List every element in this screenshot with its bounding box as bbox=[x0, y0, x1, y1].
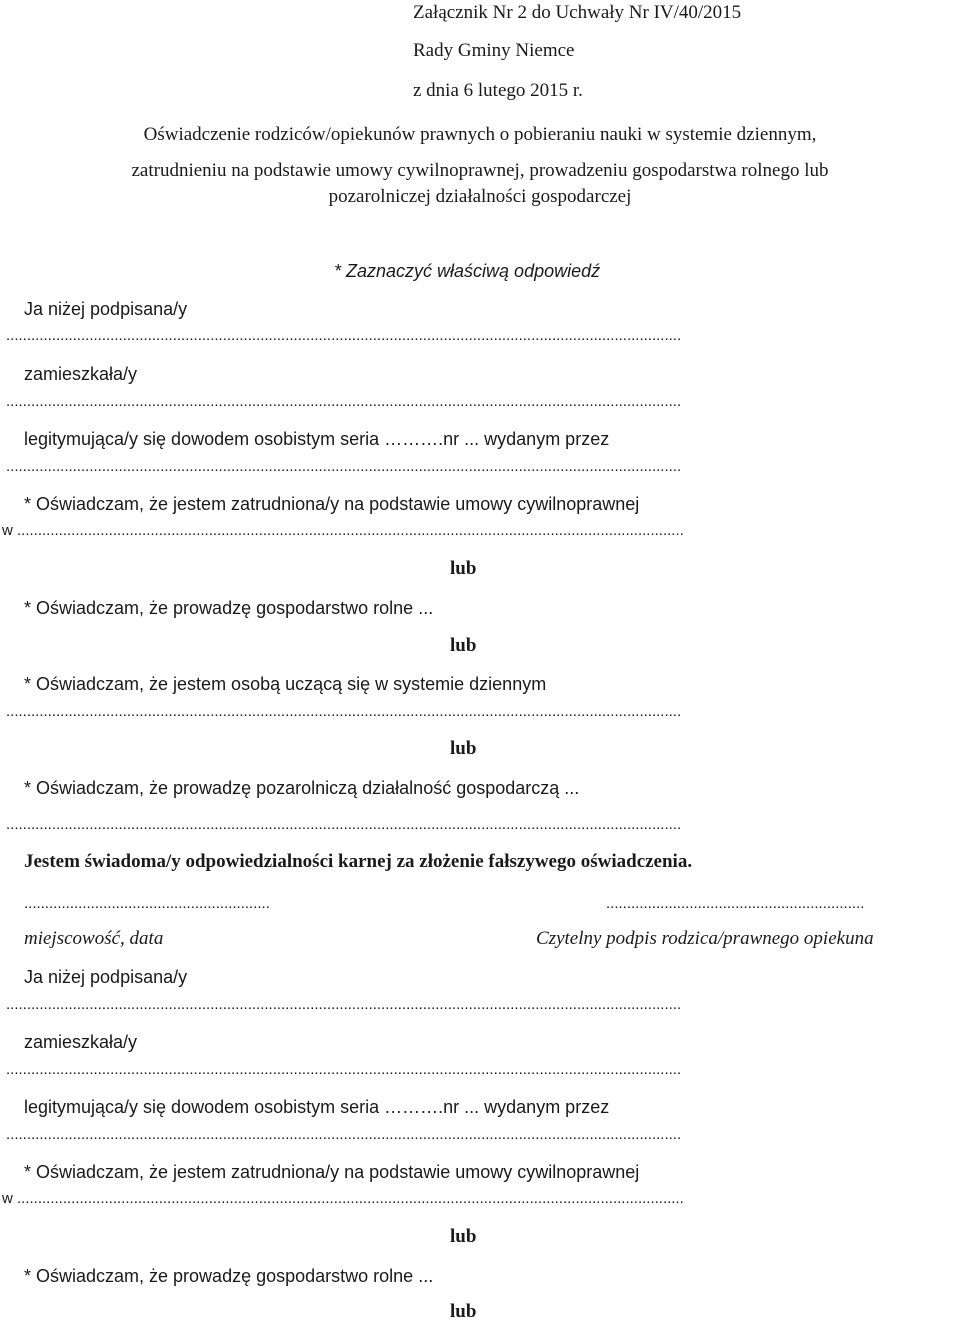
council-name: Rady Gminy Niemce bbox=[413, 40, 575, 61]
attachment-number: Załącznik Nr 2 do Uchwały Nr IV/40/2015 bbox=[413, 2, 742, 23]
signed-label: Ja niżej podpisana/y bbox=[24, 299, 188, 319]
option-farm: * Oświadczam, że prowadzę gospodarstwo rolne ... bbox=[24, 598, 434, 618]
resolution-date: z dnia 6 lutego 2015 r. bbox=[413, 80, 583, 101]
or-separator: lub bbox=[450, 635, 477, 656]
residence-label: zamieszkała/y bbox=[24, 1032, 138, 1052]
liability-statement: Jestem świadoma/y odpowiedzialności karnej za złożenie fałszywego oświadczenia. bbox=[24, 851, 693, 872]
document-title-line-3: pozarolniczej działalności gospodarczej bbox=[328, 186, 632, 207]
option-civil-contract: * Oświadczam, że jestem zatrudniona/y na podstawie umowy cywilnoprawnej bbox=[24, 494, 640, 514]
signed-label: Ja niżej podpisana/y bbox=[24, 967, 188, 987]
business-field-dots[interactable]: .................................................................................................................................................................. bbox=[6, 816, 682, 833]
employer-field-dots[interactable]: w ................................................................................................................................................................ bbox=[2, 522, 684, 539]
option-student: * Oświadczam, że jestem osobą uczącą się w systemie dziennym bbox=[24, 674, 547, 694]
or-separator: lub bbox=[450, 558, 477, 579]
option-civil-contract: * Oświadczam, że jestem zatrudniona/y na podstawie umowy cywilnoprawnej bbox=[24, 1162, 640, 1182]
issuer-field-dots[interactable]: .................................................................................................................................................................. bbox=[6, 1126, 682, 1143]
place-date-field-dots[interactable]: ........................................................... bbox=[24, 895, 270, 912]
document-title-line-1: Oświadczenie rodziców/opiekunów prawnych o pobieraniu nauki w systemie dziennym, bbox=[143, 124, 817, 145]
school-field-dots[interactable]: .................................................................................................................................................................. bbox=[6, 703, 682, 720]
signature-field-dots[interactable]: .............................................................. bbox=[606, 895, 865, 912]
option-business: * Oświadczam, że prowadzę pozarolniczą działalność gospodarczą ... bbox=[24, 778, 580, 798]
id-document-line: legitymująca/y się dowodem osobistym seria ……….nr ... wydanym przez bbox=[24, 429, 610, 449]
or-separator: lub bbox=[450, 1301, 477, 1322]
or-separator: lub bbox=[450, 1226, 477, 1247]
residence-label: zamieszkała/y bbox=[24, 364, 138, 384]
employer-field-dots[interactable]: w ................................................................................................................................................................ bbox=[2, 1190, 684, 1207]
name-field-dots[interactable]: .................................................................................................................................................................. bbox=[6, 996, 682, 1013]
issuer-field-dots[interactable]: .................................................................................................................................................................. bbox=[6, 458, 682, 475]
residence-field-dots[interactable]: .................................................................................................................................................................. bbox=[6, 1061, 682, 1078]
residence-field-dots[interactable]: .................................................................................................................................................................. bbox=[6, 393, 682, 410]
instruction-note: * Zaznaczyć właściwą odpowiedź bbox=[334, 261, 601, 281]
signature-label: Czytelny podpis rodzica/prawnego opiekuna bbox=[536, 928, 874, 949]
name-field-dots[interactable]: .................................................................................................................................................................. bbox=[6, 327, 682, 344]
id-document-line: legitymująca/y się dowodem osobistym seria ……….nr ... wydanym przez bbox=[24, 1097, 610, 1117]
place-date-label: miejscowość, data bbox=[24, 928, 164, 949]
option-farm: * Oświadczam, że prowadzę gospodarstwo rolne ... bbox=[24, 1266, 434, 1286]
document-title-line-2: zatrudnieniu na podstawie umowy cywilnoprawnej, prowadzeniu gospodarstwa rolnego lub bbox=[131, 160, 829, 181]
or-separator: lub bbox=[450, 738, 477, 759]
